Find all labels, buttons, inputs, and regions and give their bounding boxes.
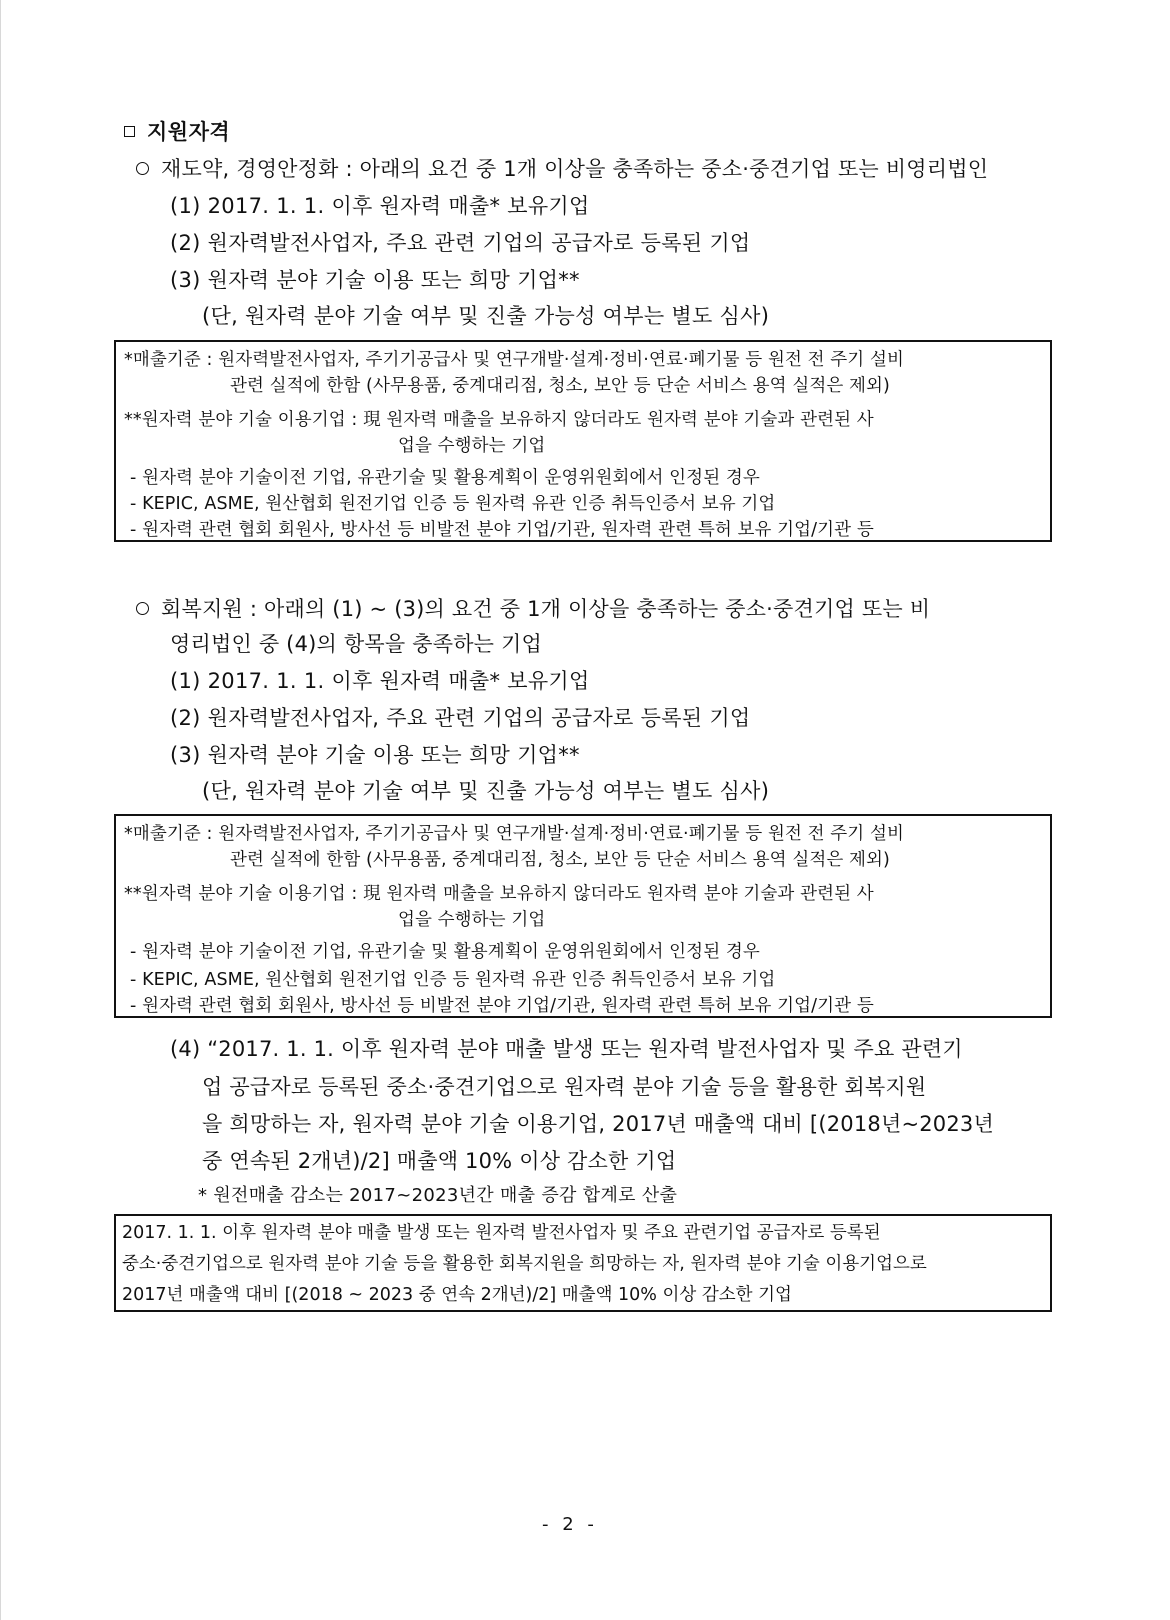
tech-user-line-1: **원자력 분야 기술 이용기업 : 現 원자력 매출을 보유하지 않더라도 원자력 분야 기술과 관련된 사 [124,884,874,904]
sales-criteria-line-1: *매출기준 : 원자력발전사업자, 주기기공급사 및 연구개발·설계·정비·연료·폐기물 등 원전 전 주기 설비 [124,350,904,370]
example-line-3: - 원자력 관련 협회 회원사, 방사선 등 비발전 분야 기업/기관, 원자력 관련 특허 보유 기업/기관 등 [130,996,874,1016]
group1-item-2: (2) 원자력발전사업자, 주요 관련 기업의 공급자로 등록된 기업 [170,231,751,255]
group2-item-4-line-3: 을 희망하는 자, 원자력 분야 기술 이용기업, 2017년 매출액 대비 [(2018년~2023년 [202,1112,994,1136]
group1-bullet-text: 재도약, 경영안정화 : 아래의 요건 중 1개 이상을 충족하는 중소·중견기업 또는 비영리법인 [161,157,989,181]
sales-criteria-line-1: *매출기준 : 원자력발전사업자, 주기기공급사 및 연구개발·설계·정비·연료·폐기물 등 원전 전 주기 설비 [124,824,904,844]
group2-item-3: (3) 원자력 분야 기술 이용 또는 희망 기업** [170,743,580,767]
circle-bullet-icon [136,602,149,615]
group2-item-3-note: (단, 원자력 분야 기술 여부 및 진출 가능성 여부는 별도 심사) [202,779,770,803]
tech-user-line-2: 업을 수행하는 기업 [398,910,546,930]
square-bullet-icon [124,126,135,137]
example-line-1: - 원자력 분야 기술이전 기업, 유관기술 및 활용계획이 운영위원회에서 인정된 경우 [130,468,760,488]
group2-bullet [136,593,930,623]
group2-bullet-text-line-1: 회복지원 : 아래의 (1) ~ (3)의 요건 중 1개 이상을 충족하는 중소·중견기업 또는 비 [161,597,931,621]
page-left-edge [0,0,1,1620]
summary-line-1: 2017. 1. 1. 이후 원자력 분야 매출 발생 또는 원자력 발전사업자 및 주요 관련기업 공급자로 등록된 [122,1223,881,1243]
group2-item-4-line-2: 업 공급자로 등록된 중소·중견기업으로 원자력 분야 기술 등을 활용한 회복지원 [202,1075,927,1099]
group2-item-1: (1) 2017. 1. 1. 이후 원자력 매출* 보유기업 [170,669,590,693]
group2-item-4-line-4: 중 연속된 2개년)/2] 매출액 10% 이상 감소한 기업 [202,1149,677,1173]
example-line-2: - KEPIC, ASME, 원산협회 원전기업 인증 등 원자력 유관 인증 취득인증서 보유 기업 [130,970,776,990]
tech-user-line-2: 업을 수행하는 기업 [398,436,546,456]
sales-criteria-line-2: 관련 실적에 한함 (사무용품, 중계대리점, 청소, 보안 등 단순 서비스 용역 실적은 제외) [230,376,890,396]
page-number: - 2 - [542,1514,598,1535]
group1-bullet [136,153,988,183]
group2-bullet-text-line-2: 영리법인 중 (4)의 항목을 충족하는 기업 [170,632,543,656]
group1-note-box [114,340,1052,542]
group1-item-3-note: (단, 원자력 분야 기술 여부 및 진출 가능성 여부는 별도 심사) [202,304,770,328]
section-title: 지원자격 [147,120,231,144]
summary-box [114,1214,1052,1312]
summary-line-2: 중소·중견기업으로 원자력 분야 기술 등을 활용한 회복지원을 희망하는 자, 원자력 분야 기술 이용기업으로 [122,1254,927,1274]
summary-line-3: 2017년 매출액 대비 [(2018 ~ 2023 중 연속 2개년)/2] 매출액 10% 이상 감소한 기업 [122,1285,792,1305]
group1-item-1: (1) 2017. 1. 1. 이후 원자력 매출* 보유기업 [170,194,590,218]
circle-bullet-icon [136,162,149,175]
example-line-2: - KEPIC, ASME, 원산협회 원전기업 인증 등 원자력 유관 인증 취득인증서 보유 기업 [130,494,776,514]
group2-item-2: (2) 원자력발전사업자, 주요 관련 기업의 공급자로 등록된 기업 [170,706,751,730]
group1-item-3: (3) 원자력 분야 기술 이용 또는 희망 기업** [170,268,580,292]
group2-note-box [114,814,1052,1018]
example-line-1: - 원자력 분야 기술이전 기업, 유관기술 및 활용계획이 운영위원회에서 인정된 경우 [130,942,760,962]
group2-item-4-line-1: (4) “2017. 1. 1. 이후 원자력 분야 매출 발생 또는 원자력 발전사업자 및 주요 관련기 [170,1037,963,1061]
section-heading [124,116,230,146]
tech-user-line-1: **원자력 분야 기술 이용기업 : 現 원자력 매출을 보유하지 않더라도 원자력 분야 기술과 관련된 사 [124,410,874,430]
example-line-3: - 원자력 관련 협회 회원사, 방사선 등 비발전 분야 기업/기관, 원자력 관련 특허 보유 기업/기관 등 [130,520,874,540]
footnote-sales-decrease: * 원전매출 감소는 2017~2023년간 매출 증감 합계로 산출 [198,1185,678,1206]
sales-criteria-line-2: 관련 실적에 한함 (사무용품, 중계대리점, 청소, 보안 등 단순 서비스 용역 실적은 제외) [230,850,890,870]
